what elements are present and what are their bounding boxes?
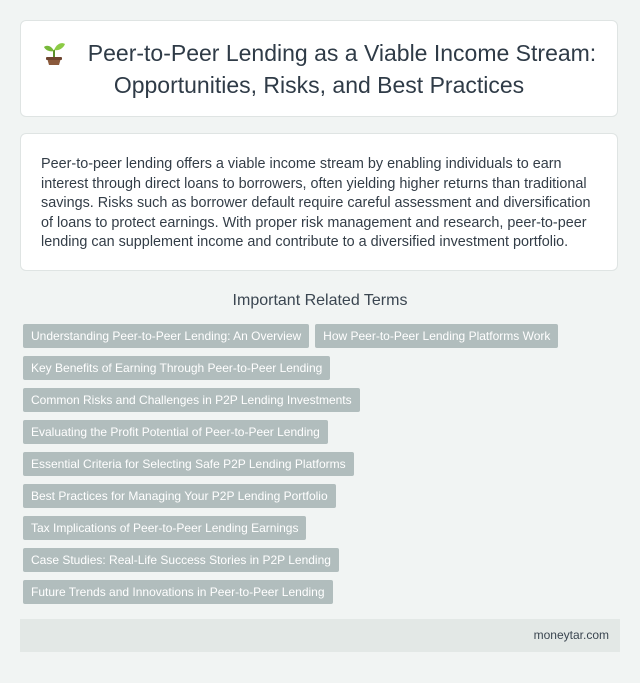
tag-row <box>23 548 623 580</box>
sprout-icon <box>42 39 66 71</box>
tag-row <box>23 580 623 612</box>
tag-row <box>23 388 623 420</box>
tag-row <box>23 324 623 356</box>
tag-row <box>23 452 623 484</box>
tag-row <box>23 420 623 452</box>
related-term-tag[interactable]: Future Trends and Innovations in Peer-to-Peer Lending <box>23 580 333 604</box>
summary-card <box>20 133 618 271</box>
tag-row <box>23 516 623 548</box>
related-terms-heading: Important Related Terms <box>232 292 408 309</box>
page-title <box>39 39 599 99</box>
footer <box>20 619 620 652</box>
related-term-tag[interactable]: Case Studies: Real-Life Success Stories in P2P Lending <box>23 548 339 572</box>
related-term-tag[interactable]: Essential Criteria for Selecting Safe P2P Lending Platforms <box>23 452 354 476</box>
related-term-tag[interactable]: Understanding Peer-to-Peer Lending: An Overview <box>23 324 309 348</box>
related-term-tag[interactable]: Key Benefits of Earning Through Peer-to-Peer Lending <box>23 356 330 380</box>
related-term-tag[interactable]: Evaluating the Profit Potential of Peer-to-Peer Lending <box>23 420 328 444</box>
related-term-tag[interactable]: Best Practices for Managing Your P2P Lending Portfolio <box>23 484 336 508</box>
summary-text: Peer-to-peer lending offers a viable income stream by enabling individuals to earn interest through direct loans to borrowers, often yielding higher returns than traditional savings. Risks such as borrower default require careful assessment and diversification of loans to protect earnings. With proper risk management and research, peer-to-peer lending can supplement income and contribute to a diversified investment portfolio. <box>41 156 591 250</box>
tag-row <box>23 356 623 388</box>
related-term-tag[interactable]: Tax Implications of Peer-to-Peer Lending Earnings <box>23 516 306 540</box>
related-term-tag[interactable]: Common Risks and Challenges in P2P Lending Investments <box>23 388 360 412</box>
footer-site-link[interactable]: moneytar.com <box>533 628 609 642</box>
tag-row <box>23 484 623 516</box>
title-card <box>20 20 618 117</box>
related-term-tag[interactable]: How Peer-to-Peer Lending Platforms Work <box>315 324 558 348</box>
related-terms-list <box>23 324 623 612</box>
page-title-text: Peer-to-Peer Lending as a Viable Income Stream: Opportunities, Risks, and Best Practices <box>87 39 597 98</box>
